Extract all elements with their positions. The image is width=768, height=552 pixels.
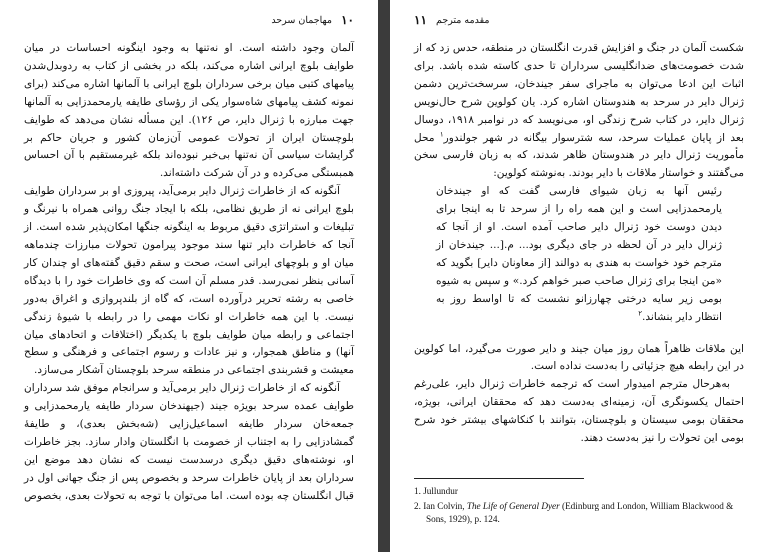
footnotes: [414, 478, 744, 528]
footnote: 2. Ian Colvin, The Life of General Dyer (Edinburg and London, William Blackwood & Sons, 1929), p. 124.: [414, 501, 734, 524]
paragraph: این ملاقات ظاهراً همان روز میان جیند و دایر صورت می‌گیرد، اما کولوین در این رابطه هیچ جزئیاتی را به‌دست نداده است.: [414, 342, 744, 373]
right-page: [390, 0, 768, 552]
block-quote: رئیس آنها به زبان شیوای فارسی گفت که او جیندخان یارمحمدزایی است و این همه راه را از سرحد تا به اینجا برای دیدن دوست خود ژنرال دایر صاحب آمده است. او از آنجا که ژنرال دایر در آن لحظه در جای دیگری بود... م.[... جیندخان از مترجم خود خواست به هندی به دوالند [از معاونان دایر] بگوید که «من اینجا برای ژنرال صاحب صبر خواهم کرد.» و سپس به شیوه بومی زیر سایه درختی چهارزانو نشست که تا اواسط روز به انتظار دایر بنشاند.$^۲$: [436, 185, 722, 323]
paragraph: شکست آلمان در جنگ و افزایش قدرت انگلستان در منطقه، حدس زد که از شدت خصومت‌های ضدانگلیسی سرداران تا حدی کاسته شده باشد. برای اثبات این ادعا می‌توان به ماجرای سفر جیندخان، سرسخت‌ترین دشمن ژنرال دایر در سرحد به هندوستان اشاره کرد. یان کولوین شرح حال‌نویس ژنرال دایر، در کتاب شرح زندگی او، می‌نویسد که در نوامبر ۱۹۱۸، دوسال بعد از پایان عملیات سرحد، سه شترسوار بیگانه در شهر جولندور$^۱$ محل مأموریت ژنرال دایر در هندوستان ظاهر شدند، که به زبان فارسی سخن می‌گفتند و خواستار ملاقات با دایر بودند. به‌نوشته کولوین:: [414, 42, 744, 180]
page-body: [24, 40, 354, 506]
page-header: [24, 14, 354, 32]
footnote-rule: [414, 478, 584, 479]
page-number: ۱۰: [341, 13, 354, 27]
footnote: 1. Jullundur: [414, 486, 458, 496]
footnote-ref[interactable]: ۱: [439, 130, 444, 138]
page-number: ۱۱: [414, 13, 427, 27]
page-header: [414, 14, 744, 32]
footnote-ref[interactable]: ۲: [638, 309, 642, 318]
book-spine: [378, 0, 390, 552]
page-body: [414, 40, 744, 448]
running-title: مقدمه مترجم: [436, 15, 490, 26]
paragraph: آنگونه که از خاطرات ژنرال دایر برمی‌آید و سرانجام موفق شد سرداران طوایف عمده سرحد بویژه جیند (جیهندخان سردار طایفه یارمحمدزایی و جمعه‌خان سردار طایفه اسماعیل‌زایی (شه‌بخش بعدی)، و طایفهٔ گمشادزایی را به اجتناب از خصومت با انگلستان وادار سازد. بجز خاطرات او، نوشته‌های دقیق دیگری درسدست نیست که نشان دهد موضع این سرداران بعد از پایان خاطرات سرحد و بخصوص پس از جنگ جهانی اول در قبال انگلستان چه بوده است. اما می‌توان با توجه به تحولات بعدی، بخصوص: [24, 382, 354, 502]
paragraph: آلمان وجود داشته است. او نه‌تنها به وجود اینگونه احساسات در میان طوایف بلوچ ایرانی اشاره می‌کند، بلکه در بخشی از کتاب به ردوبدل‌شدن پیامهای کتبی میان برخی سرداران بلوچ ایرانی با آلمانها اشاره می‌کند (برای نمونه کشف پیامهای شاه‌سوار یکی از رؤسای طایفه یارمحمدزایی به آلمانها جهت مبارزه با ژنرال دایر، ص ۱۲۶). این مسأله نشان می‌دهد که طوایف بلوچستان ایران از تحولات عمومی آن‌زمان کشور و جریان حاکم بر گرایشات سیاسی آن نه‌تنها بی‌خبر نبوده‌اند بلکه غیرمستقیم با آن احساس همبستگی می‌کرده و در آن شرکت داشته‌اند.: [24, 42, 354, 180]
spacer: [414, 327, 744, 341]
left-page: [0, 0, 378, 552]
paragraph: به‌هرحال مترجم امیدوار است که ترجمه خاطرات ژنرال دایر، علی‌رغم احتمال یکسونگری آن، زمینه‌ای به‌دست دهد که محققان ایرانی، بویژه، محققان بومی سیستان و بلوچستان، بتوانند با کنکاشهای بیشتر خود شرح بومی این تحولات را نیز به‌دست دهند.: [414, 378, 744, 445]
running-title: مهاجمان سرحد: [271, 15, 332, 26]
paragraph: آنگونه که از خاطرات ژنرال دایر برمی‌آید، پیروزی او بر سرداران طوایف بلوچ ایرانی نه از طریق نظامی، بلکه با ایجاد جنگ روانی همراه با نیرنگ و تبلیغات و استراتژی دقیق مربوط به اینگونه جنگها امکان‌پذیر شده است. از آنجا که خاطرات دایر تنها سند موجود پیرامون تحولات مبارزات چندماهه میان او و بلوچهای ایرانی است، صحت و سقم دقیق گفته‌های او چندان کار آسانی بنظر نمی‌رسد. قدر مسلم آن است که وی خاطرات خود را با دیدگاه خاصی به رشته تحریر درآورده است، که گاه از بلندپروازی و اغراق به‌دور نیست. با این همه خاطرات او نکات مهمی را در رابطه با شیوهٔ زندگی اجتماعی و رابطه میان طوایف بلوچ با یکدیگر (اختلافات و اتحادهای میان آنها) و مناطق همجوار، و نیز عادات و رسوم اجتماعی و فرهنگی و سطح معیشت و قشربندی اجتماعی در منطقه سرحد بلوچستان آشکار می‌سازد.: [24, 185, 354, 377]
